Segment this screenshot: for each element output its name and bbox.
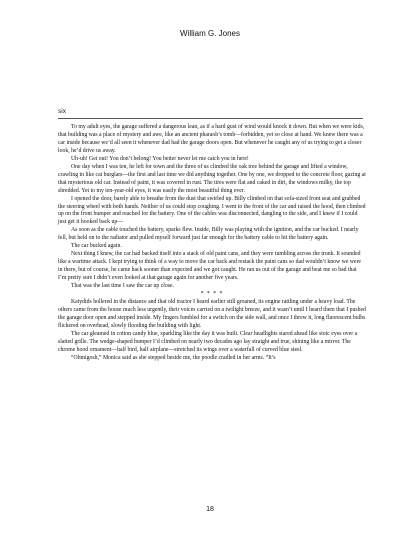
paragraph: The car gleamed in cotton candy blue, sparkling like the day it was built. Clear headlights stared ahead like stoic eyes over a slatted grille. The wedge-shaped bumper I’d climbed on nearly two decades ago lay straight and true, shining like a mirror. The chrome hood ornament—half bird, half airplane—stretched its wings over a waterfall of curved blue steel. bbox=[58, 330, 358, 353]
paragraph: Next thing I knew, the car had backed itself into a stack of old paint cans, and they were tumbling across the trunk. It sounded like a wartime attack. I kept trying to think of a way to move the car back and restack the paint cans so dad wouldn’t know we were in there, but of course, he came back sooner than expected and we got caught. He ran us out of the garage and beat me so bad that I’m pretty sure I didn’t even looked at that garage again for another five years. bbox=[58, 251, 361, 282]
paragraph: To my adult eyes, the garage suffered a dangerous lean, as if a hard gust of wind would knock it down. But when we were kids, that building was a place of mystery and awe, like an ancient pharaoh’s tomb—forbidden, yet so close at hand. We knew there was a car inside because we’d all seen it whenever dad had the garage doors open. But whenever he caught any of us trying to get a closer look, he’d drive us away. bbox=[58, 124, 365, 154]
paragraph: Katydids hollered in the distance and that old tractor I heard earlier still groaned, its engine rattling under a heavy load. The others came from the house much less urgently, their voices carried on a twilight breeze, and it wasn’t until I heard them that I pushed the garage door open and stepped inside. My fingers fumbled for a switch on the side wall, and once I threw it, long fluorescent bulbs flickered on overhead, slowly flooding the building with light. bbox=[58, 298, 366, 329]
paragraph: The car bucked again. bbox=[71, 243, 122, 250]
body-text bbox=[58, 124, 366, 363]
chapter-divider-rule bbox=[58, 118, 363, 119]
chapter-label: six bbox=[58, 108, 67, 115]
scene-break: * * * * bbox=[200, 291, 224, 298]
paragraph: That was the last time I saw the car up close. bbox=[71, 283, 174, 290]
running-header-author: William G. Jones bbox=[179, 29, 240, 38]
paragraph: I opened the door, barely able to breathe from the dust that swirled up. Billy climbed on that sofa-sized front seat and grabbed the steering wheel with both hands. Neither of us could stop coughing. I went to the front of the car and raised the hood, then climbed up on the front bumper and reached for the battery. One of the cables was disconnected, dangling to the side, and I knew if I could just get it hooked back up— bbox=[58, 195, 366, 226]
page-number: 18 bbox=[206, 506, 214, 513]
paragraph: Uh-uh! Get out! You don’t belong! You better never let me catch you in here! bbox=[71, 155, 249, 162]
paragraph: One day when I was ten, he left for town and the three of us climbed the oak tree behind the garage and lifted a window, crawling in like cat burglars—the first and last time we did anything together. One by one, we dropped to the concrete floor, gazing at that mysterious old car. Instead of paint, it was covered in rust. The tires were flat and caked in dirt, the windows milky, the top shredded. Yet to my ten-year-old eyes, it was easily the most beautiful thing ever. bbox=[58, 163, 366, 194]
paragraph: “Ohmigosh,” Monica said as she stepped beside me, the poodle cradled in her arms. “It’s bbox=[71, 354, 276, 361]
paragraph: As soon as the cable touched the battery, sparks flew. Inside, Billy was playing with the ignition, and the car bucked. I nearly fell, but held on to the radiator and pulled myself forward just far enough for the battery cable to hit the battery again. bbox=[58, 227, 359, 242]
